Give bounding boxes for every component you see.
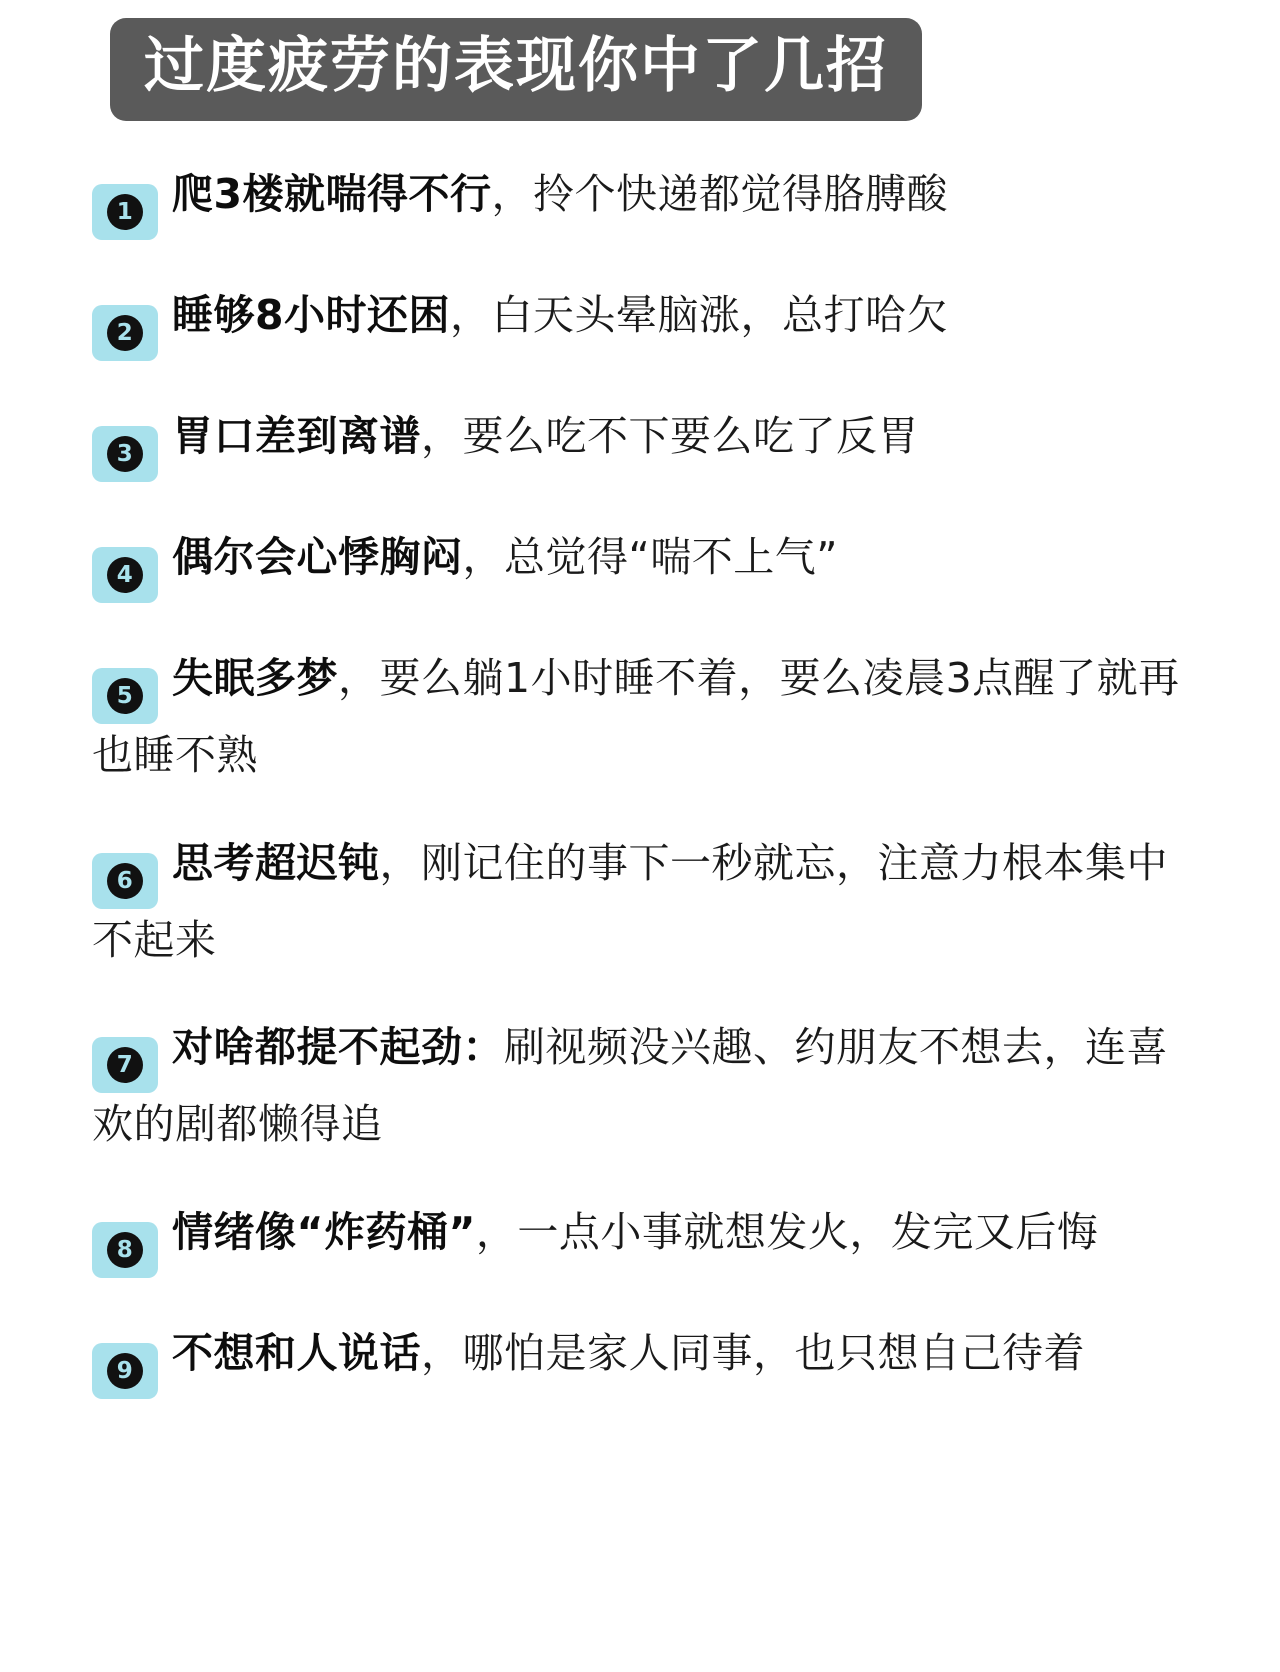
- list-number-badge: [92, 1037, 158, 1093]
- list-item-lead: 不想和人说话: [172, 1328, 421, 1377]
- list-item: [92, 1016, 1188, 1157]
- list-item-rest: ，拎个快递都觉得胳膊酸: [491, 170, 949, 218]
- list-item-lead: 睡够8小时还困: [172, 291, 451, 339]
- list-number-badge: [92, 426, 158, 482]
- symptom-list: [92, 163, 1188, 1399]
- list-item-lead: 爬3楼就喘得不行: [172, 170, 492, 218]
- list-item: [92, 832, 1188, 973]
- list-number-badge: [92, 184, 158, 240]
- list-item-rest: 刷视频没兴趣、约朋友不想去，连喜欢的剧都懒得追: [92, 1023, 1168, 1149]
- list-number: 6: [107, 863, 143, 899]
- list-number-badge: [92, 547, 158, 603]
- list-item-rest: ，刚记住的事下一秒就忘，注意力根本集中不起来: [92, 838, 1168, 964]
- list-item: [92, 526, 1188, 603]
- list-number: 3: [107, 436, 143, 472]
- list-number: 7: [107, 1047, 143, 1083]
- list-number-badge: [92, 305, 158, 361]
- list-number-badge: [92, 853, 158, 909]
- list-number: 4: [107, 557, 143, 593]
- list-item-rest: ，要么吃不下要么吃了反胃: [421, 412, 919, 460]
- page-title: 过度疲劳的表现你中了几招: [110, 18, 922, 121]
- list-item-lead: 情绪像“炸药桶”: [172, 1207, 476, 1256]
- list-item: [92, 163, 1188, 240]
- list-number: 8: [107, 1232, 143, 1268]
- list-item: [92, 647, 1188, 788]
- list-item: [92, 284, 1188, 361]
- list-item: [92, 1322, 1188, 1399]
- list-item-lead: 胃口差到离谱: [172, 412, 421, 460]
- list-item-rest: ，白天头晕脑涨，总打哈欠: [450, 291, 949, 339]
- list-item-rest: ，一点小事就想发火，发完又后悔: [475, 1207, 1099, 1256]
- list-item-lead: 对啥都提不起劲：: [172, 1023, 504, 1072]
- list-number-badge: [92, 668, 158, 724]
- list-number-badge: [92, 1343, 158, 1399]
- list-number: 2: [107, 315, 143, 351]
- list-number: 5: [107, 678, 143, 714]
- list-item-rest: ，总觉得“喘不上气”: [462, 533, 838, 581]
- list-item: [92, 1201, 1188, 1278]
- list-number: 9: [107, 1353, 143, 1389]
- list-item-lead: 思考超迟钝: [172, 838, 380, 887]
- title-container: [110, 18, 1188, 121]
- list-number-badge: [92, 1222, 158, 1278]
- list-item: [92, 405, 1188, 482]
- list-item-lead: 偶尔会心悸胸闷: [172, 533, 463, 581]
- list-item-rest: ，哪怕是家人同事，也只想自己待着: [421, 1328, 1085, 1377]
- list-number: 1: [107, 194, 143, 230]
- list-item-rest: ，要么躺1小时睡不着，要么凌晨3点醒了就再也睡不熟: [92, 654, 1180, 779]
- list-item-lead: 失眠多梦: [172, 654, 338, 702]
